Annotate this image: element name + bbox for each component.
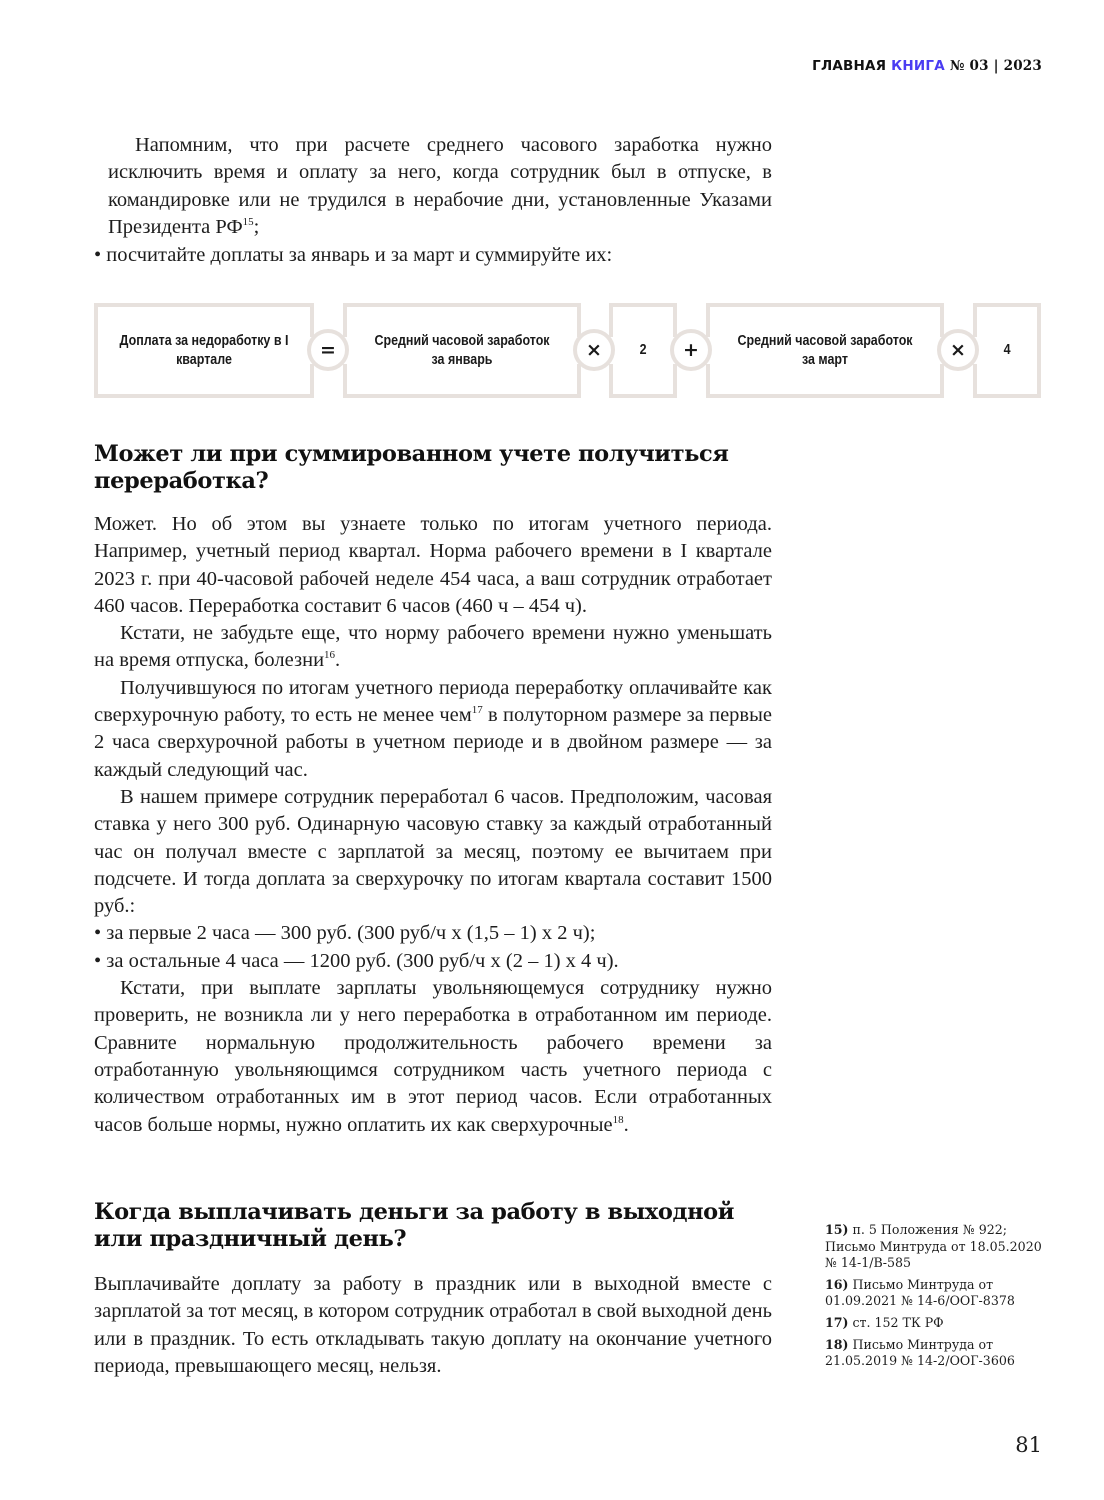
footnote-ref-16[interactable]: 16 <box>324 649 336 662</box>
list-item: • за остальные 4 часа — 1200 руб. (300 руб/ч x (2 – 1) x 4 ч). <box>94 949 619 972</box>
masthead <box>812 58 1042 74</box>
list-item: • за первые 2 часа — 300 руб. (300 руб/ч x (1,5 – 1) x 2 ч); <box>94 922 596 945</box>
footnote-17: 17) ст. 152 ТК РФ <box>825 1314 944 1330</box>
section-holiday-pay <box>94 1199 772 1380</box>
paragraph: Кстати, при выплате зарплаты увольняющемуся сотруднику нужно проверить, не возникла ли у него переработка в отработанном им периоде. Сравните нормальную продолжительность рабочего времени за отработанную увольняющимся сотрудником часть учетного периода с количеством отработанных им в этот период часов. Если отработанных часов больше нормы, нужно оплатить их как сверхурочные$^{18}$. <box>94 977 772 1136</box>
formula-term-march-box: Средний часовой заработок за март <box>706 303 944 398</box>
formula-result-box: Доплата за недоработку в I квартале <box>94 303 314 398</box>
multiply-operator-icon: × <box>573 329 615 371</box>
paragraph: В нашем примере сотрудник переработал 6 часов. Предположим, часовая ставка у него 300 руб. Одинарную часовую ставку за каждый отработанный час он получал вместе с зарплатой за месяц, поэтому ее вычитаем при подсчете. И тогда доплата за сверхурочку по итогам квартала составит 1500 руб.: <box>94 785 772 918</box>
footnote-ref-15[interactable]: 15 <box>242 215 254 228</box>
section-overtime <box>94 441 772 1139</box>
footnote-15: 15) п. 5 Положения № 922; Письмо Минтруда от 18.05.2020 № 14-1/В-585 <box>825 1222 1042 1271</box>
plus-operator-icon: + <box>670 329 712 371</box>
formula-factor-4-box: 4 <box>973 303 1041 398</box>
formula-term-january-box: Средний часовой заработок за январь <box>343 303 581 398</box>
brand-main: ГЛАВНАЯ <box>812 58 887 74</box>
formula-diagram <box>94 303 1041 398</box>
intro-paragraph-block <box>108 132 772 241</box>
equals-operator-icon: = <box>307 329 349 371</box>
multiply-operator-icon: × <box>937 329 979 371</box>
footnote-16: 16) Письмо Минтруда от 01.09.2021 № 14-6/ООГ-8378 <box>825 1276 1015 1309</box>
intro-paragraph: Напомним, что при расчете среднего часового заработка нужно исключить время и оплату за него, когда сотрудник был в отпуске, в командировке или не трудился в нерабочие дни, установленные Указами Президента РФ$^{15}$; <box>108 134 772 238</box>
footnote-ref-17[interactable]: 17 <box>471 704 483 717</box>
section-heading-overtime: Может ли при суммированном учете получиться переработка? <box>94 441 729 494</box>
paragraph: Может. Но об этом вы узнаете только по итогам учетного периода. Например, учетный период квартал. Норма рабочего времени в I квартале 2023 г. при 40-часовой рабочей неделе 454 часа, а ваш сотрудник отработает 460 часов. Переработка составит 6 часов (460 ч – 454 ч). <box>94 513 772 617</box>
section-heading-holiday-pay: Когда выплачивать деньги за работу в выходной или праздничный день? <box>94 1199 735 1252</box>
intro-bullet-block <box>94 242 772 269</box>
paragraph: Выплачивайте доплату за работу в праздник или в выходной вместе с зарплатой за тот месяц, в котором сотрудник отработал в свой выходной день или в праздник. То есть откладывать такую доплату на окончание учетного периода, превышающего месяц, нельзя. <box>94 1273 772 1377</box>
page-number: 81 <box>1015 1433 1042 1457</box>
intro-bullet: • посчитайте доплаты за январь и за март и суммируйте их: <box>94 244 613 266</box>
footnote-ref-18[interactable]: 18 <box>612 1113 624 1126</box>
issue-number: № 03 | 2023 <box>949 58 1042 74</box>
footnotes <box>825 1222 1055 1375</box>
paragraph: Получившуюся по итогам учетного периода переработку оплачивайте как сверхурочную работу, то есть не менее чем$^{17}$ в полуторном размере за первые 2 часа сверхурочной работы в учетном периоде и в двойном размере — за каждый следующий час. <box>94 676 772 781</box>
paragraph: Кстати, не забудьте еще, что норму рабочего времени нужно уменьшать на время отпуска, болезни$^{16}$. <box>94 622 772 672</box>
footnote-18: 18) Письмо Минтруда от 21.05.2019 № 14-2/ООГ-3606 <box>825 1336 1015 1369</box>
brand-accent: КНИГА <box>891 58 945 74</box>
formula-factor-2-box: 2 <box>609 303 677 398</box>
